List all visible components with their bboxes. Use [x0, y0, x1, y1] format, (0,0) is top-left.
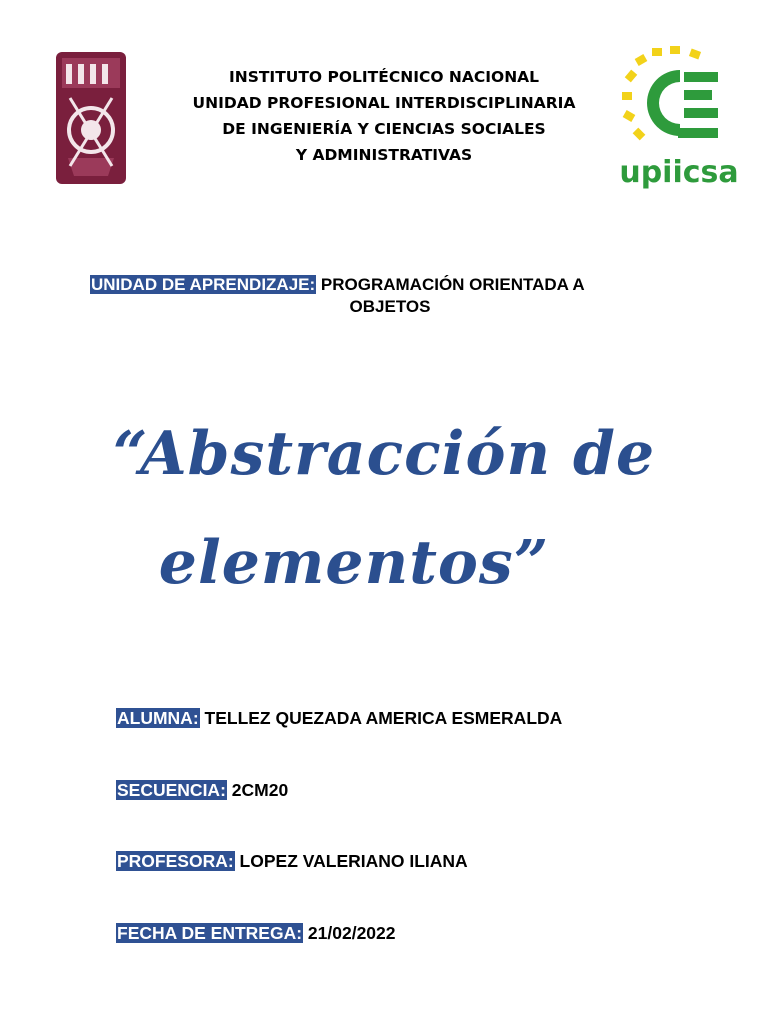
upiicsa-logo-text: upiicsa: [619, 155, 739, 190]
document-title: [0, 395, 768, 613]
student-value: TELLEZ QUEZADA AMERICA ESMERALDA: [199, 708, 563, 728]
teacher-label: PROFESORA:: [117, 851, 234, 871]
title-line-1: “Abstracción de: [112, 419, 656, 489]
date-label: FECHA DE ENTREGA:: [117, 923, 303, 943]
header-line-4: Y ADMINISTRATIVAS: [295, 146, 473, 164]
sequence-value: 2CM20: [226, 780, 289, 800]
header-line-2: UNIDAD PROFESIONAL INTERDISCIPLINARIA: [192, 94, 576, 112]
institution-header: [170, 64, 598, 168]
unit-value-line2: OBJETOS: [349, 297, 431, 316]
student-field: [116, 707, 562, 729]
ipn-logo: [50, 48, 132, 188]
upiicsa-logo: [618, 44, 740, 190]
teacher-value: LOPEZ VALERIANO ILIANA: [234, 851, 468, 871]
header-line-1: INSTITUTO POLITÉCNICO NACIONAL: [228, 68, 540, 86]
date-value: 21/02/2022: [303, 923, 396, 943]
date-field: [116, 922, 396, 944]
student-label: ALUMNA:: [117, 708, 199, 728]
title-line-2: elementos”: [158, 528, 550, 598]
learning-unit: [90, 274, 690, 318]
teacher-field: [116, 850, 468, 872]
sequence-label: SECUENCIA:: [117, 780, 226, 800]
unit-value-line1: PROGRAMACIÓN ORIENTADA A: [316, 275, 585, 294]
unit-label: UNIDAD DE APRENDIZAJE:: [91, 275, 316, 294]
sequence-field: [116, 779, 288, 801]
header-line-3: DE INGENIERÍA Y CIENCIAS SOCIALES: [222, 120, 546, 138]
